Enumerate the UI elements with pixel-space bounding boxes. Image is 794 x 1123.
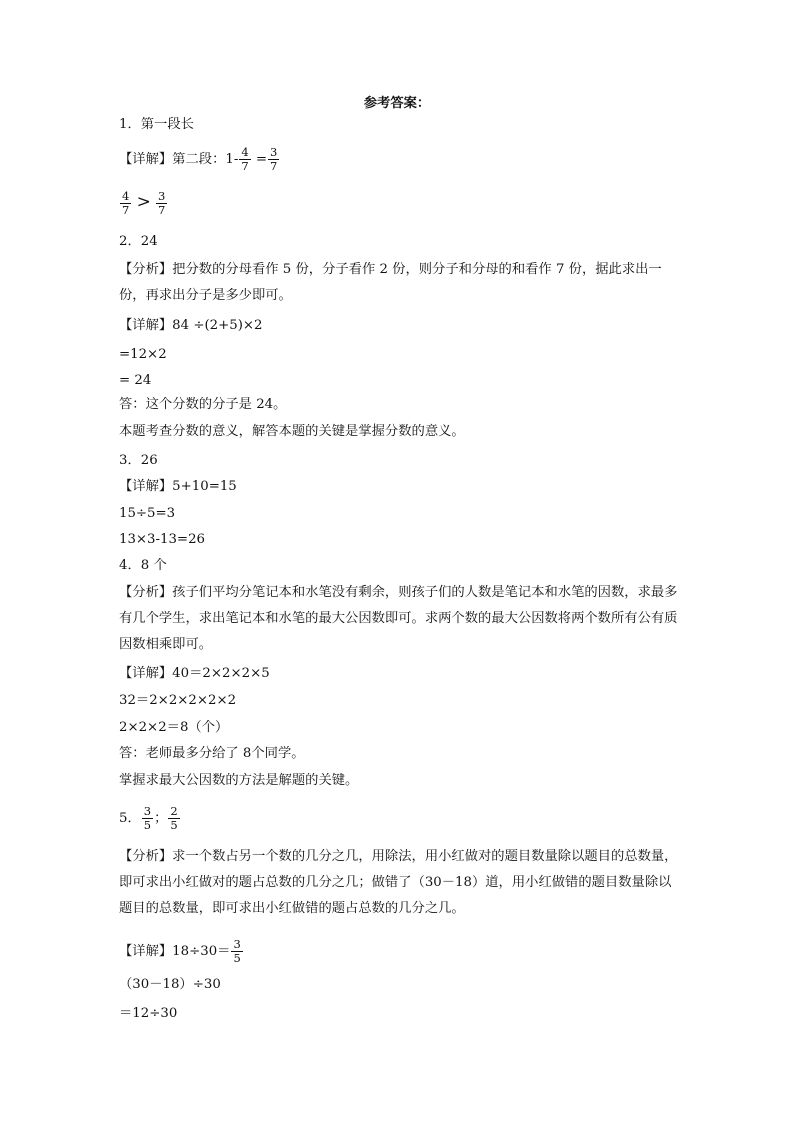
q3-step-2: 13×3-13=26 (119, 532, 205, 547)
q1-cmp-fraction-2: $\frac{3}{7}$ (158, 189, 166, 217)
q2-step-2: = 24 (119, 373, 152, 388)
q5-separator: ； (154, 811, 168, 826)
q5-heading (119, 805, 181, 832)
q1-equals: = (255, 152, 268, 167)
q1-cmp-fraction-1: $\frac{4}{7}$ (122, 189, 130, 217)
q5-analysis: 【分析】求一个数占另一个数的几分之几，用除法，用小红做对的题目数量除以题目的总数量，即可求出小红做对的题占总数的几分之几；做错了（30－18）道，用小红做错的题目数量除以题目的总数量，即可求出小红做错的题占总数的几分之几。 (119, 849, 678, 916)
q5-fraction-1: $\frac{3}{5}$ (143, 804, 152, 832)
q4-answer: 答：老师最多分给了 8个同学。 (119, 746, 305, 761)
q5-detail-text: 【详解】18÷30＝ (119, 944, 231, 959)
q5-detail (119, 938, 244, 965)
q3-heading: 3．26 (119, 453, 158, 468)
q4-analysis: 【分析】孩子们平均分笔记本和水笔没有剩余，则孩子们的人数是笔记本和水笔的因数，求最多有几个学生，求出笔记本和水笔的最大公因数即可。求两个数的最大公因数将两个数所有公有质因数相乘即可。 (119, 585, 678, 652)
q5-fraction-2: $\frac{2}{5}$ (170, 804, 178, 832)
q4-step-2: 2×2×2＝8（个） (119, 720, 229, 735)
q1-fraction-1: $\frac{4}{7}$ (241, 145, 249, 173)
q2-analysis: 【分析】把分数的分母看作 5 份，分子看作 2 份，则分子和分母的和看作 7 份，据此求出一份，再求出分子是多少即可。 (119, 262, 662, 303)
q5-step-2: ＝12÷30 (119, 1006, 178, 1021)
q5-number: 5． (119, 811, 141, 826)
page-title: 参考答案： (363, 96, 431, 111)
q1-heading: 1．第一段长 (119, 117, 194, 132)
q3-step-1: 15÷5=3 (119, 506, 176, 521)
q2-heading: 2．24 (119, 234, 158, 249)
q1-cmp-sign: > (136, 192, 151, 212)
q5-step-1: （30－18）÷30 (119, 977, 221, 992)
q1-comparison (119, 190, 168, 217)
q1-detail-label: 【详解】第二段：1- (119, 152, 239, 167)
q2-note: 本题考查分数的意义，解答本题的关键是掌握分数的意义。 (119, 424, 465, 439)
q4-detail: 【详解】40＝2×2×2×5 (119, 666, 270, 681)
q2-detail: 【详解】84 ÷(2+5)×2 (119, 318, 263, 333)
q5-detail-fraction: $\frac{3}{5}$ (233, 937, 241, 965)
q2-step-1: =12×2 (119, 347, 167, 362)
q4-step-1: 32＝2×2×2×2×2 (119, 693, 237, 708)
q1-fraction-2: $\frac{3}{7}$ (270, 145, 278, 173)
q4-heading: 4．8 个 (119, 558, 167, 573)
q1-detail (119, 146, 280, 173)
q2-answer: 答：这个分数的分子是 24。 (119, 397, 287, 412)
q4-note: 掌握求最大公因数的方法是解题的关键。 (119, 773, 359, 788)
q3-detail: 【详解】5+10=15 (119, 479, 237, 494)
